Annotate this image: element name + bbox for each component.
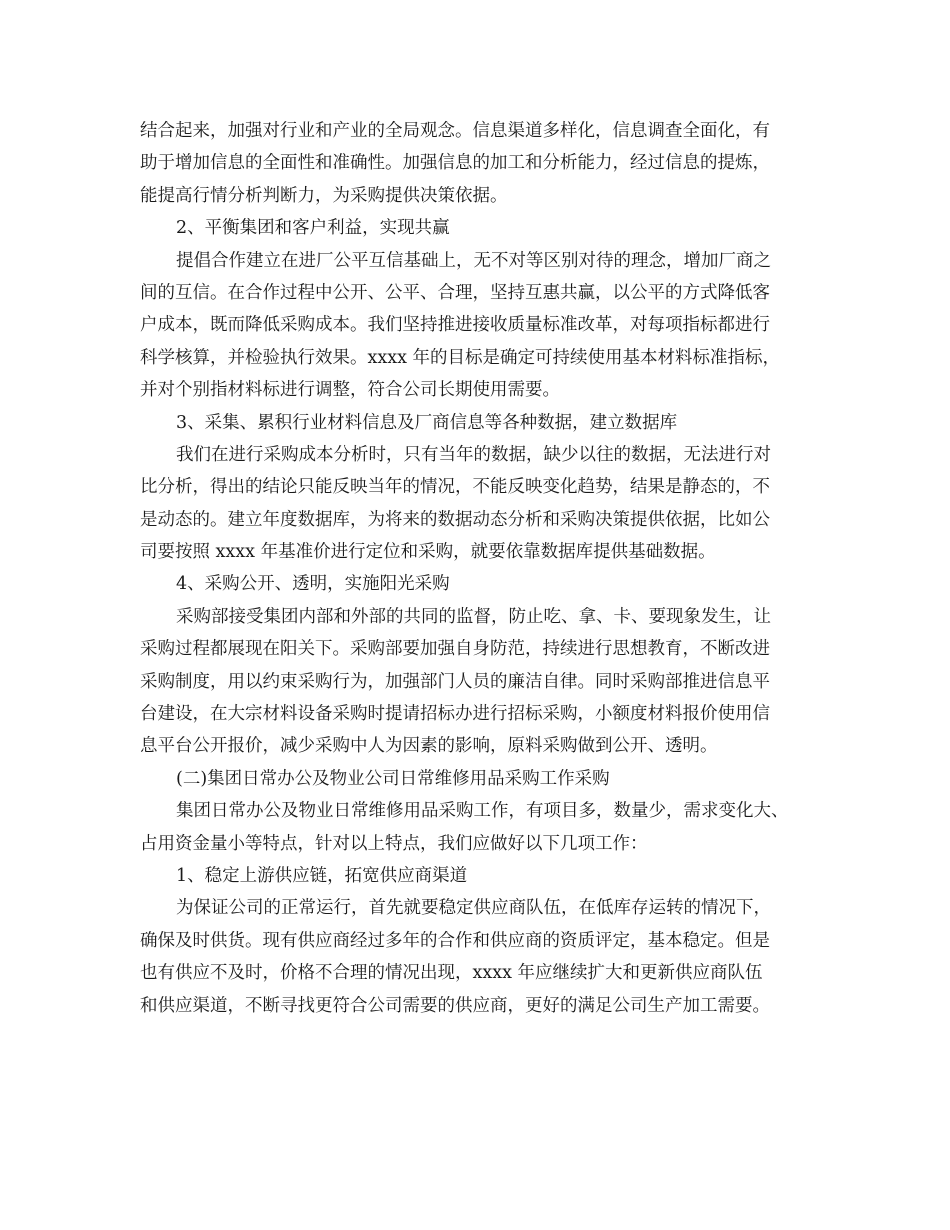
text-line: 科学核算，并检验执行效果。xxxx 年的目标是确定可持续使用基本材料标准指标， [140, 347, 781, 368]
text-line: 结合起来，加强对行业和产业的全局观念。信息渠道多样化，信息调查全面化，有 [140, 121, 770, 141]
text-line: 司要按照 xxxx 年基准价进行定位和采购，就要依靠数据库提供基础数据。 [140, 542, 716, 563]
text-line: 息平台公开报价，减少采购中人为因素的影响，原料采购做到公开、透明。 [140, 736, 718, 757]
text-line: 和供应渠道，不断寻找更符合公司需要的供应商，更好的满足公司生产加工需要。 [140, 995, 770, 1016]
text-line: 比分析，得出的结论只能反映当年的情况，不能反映变化趋势，结果是静态的，不 [140, 477, 770, 498]
text-line: 3、采集、累积行业材料信息及厂商信息等各种数据，建立数据库 [176, 412, 678, 433]
text-line: 采购部接受集团内部和外部的共同的监督，防止吃、拿、卡、要现象发生，让 [176, 606, 771, 627]
text-line: 2、平衡集团和客户利益，实现共赢 [176, 218, 450, 239]
text-line: 也有供应不及时，价格不合理的情况出现，xxxx 年应继续扩大和更新供应商队伍 [140, 963, 763, 984]
text-line: 是动态的。建立年度数据库，为将来的数据动态分析和采购决策提供依据，比如公 [140, 509, 770, 530]
text-line: 采购制度，用以约束采购行为，加强部门人员的廉洁自律。同时采购部推进信息平 [140, 671, 770, 692]
text-line: 我们在进行采购成本分析时，只有当年的数据，缺少以往的数据，无法进行对 [176, 444, 771, 465]
document-body [140, 115, 828, 1022]
text-line: 并对个别指材料标进行调整，符合公司长期使用需要。 [140, 380, 560, 401]
text-line: 能提高行情分析判断力，为采购提供决策依据。 [140, 185, 508, 206]
text-line: 为保证公司的正常运行，首先就要稳定供应商队伍，在低库存运转的情况下， [176, 898, 771, 919]
text-line: 占用资金量小等特点，针对以上特点，我们应做好以下几项工作： [140, 833, 648, 854]
text-line: 确保及时供货。现有供应商经过多年的合作和供应商的资质评定，基本稳定。但是 [140, 930, 770, 951]
text-line: 4、采购公开、透明，实施阳光采购 [176, 574, 450, 595]
text-line: 台建设，在大宗材料设备采购时提请招标办进行招标采购，小额度材料报价使用信 [140, 704, 770, 725]
text-line: 1、稳定上游供应链，拓宽供应商渠道 [176, 865, 468, 886]
text-line: 助于增加信息的全面性和准确性。加强信息的加工和分析能力，经过信息的提炼， [140, 153, 770, 174]
text-line: 采购过程都展现在阳关下。采购部要加强自身防范，持续进行思想教育，不断改进 [140, 639, 770, 660]
text-line: 间的互信。在合作过程中公开、公平、合理，坚持互惠共赢，以公平的方式降低客 [140, 282, 770, 303]
text-line: (二)集团日常办公及物业公司日常维修用品采购工作采购 [176, 768, 610, 789]
text-line: 集团日常办公及物业日常维修用品采购工作，有项目多，数量少，需求变化大、 [176, 801, 789, 822]
text-line: 提倡合作建立在进厂公平互信基础上，无不对等区别对待的理念，增加厂商之 [176, 250, 771, 271]
text-line: 户成本，既而降低采购成本。我们坚持推进接收质量标准改革，对每项指标都进行 [140, 315, 770, 336]
